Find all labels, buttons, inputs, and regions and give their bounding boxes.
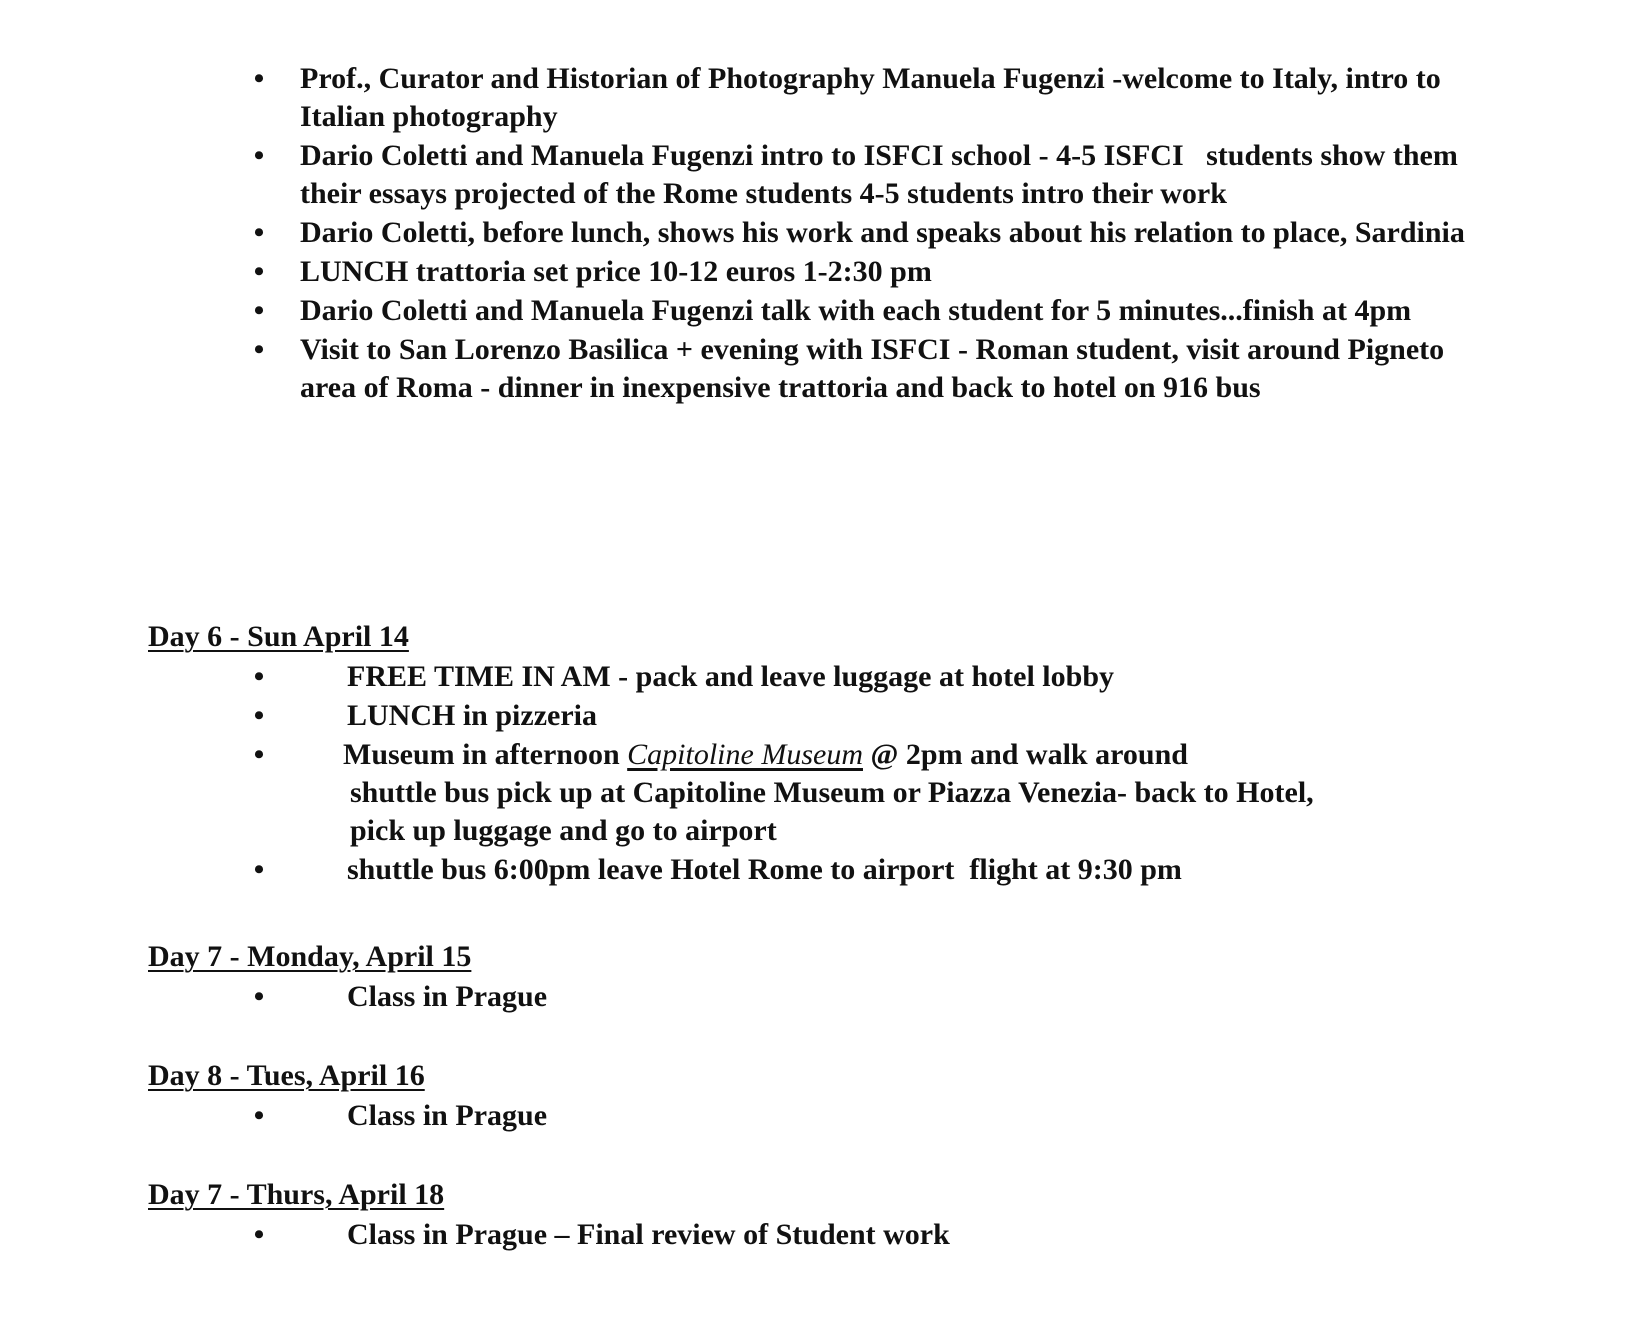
- list-item-continuation: pick up luggage and go to airport: [350, 814, 777, 847]
- list-item-text: Class in Prague: [347, 980, 548, 1013]
- list-item-text: Prof., Curator and Historian of Photography Manuela Fugenzi -welcome to Italy, intro to Italian photography: [300, 62, 1441, 133]
- list-item: [0, 60, 1650, 136]
- bullet-icon: •: [253, 1099, 265, 1132]
- list-item-text: FREE TIME IN AM - pack and leave luggage at hotel lobby: [347, 660, 1115, 693]
- day7-list: [0, 978, 1650, 1016]
- bullet-icon: •: [253, 216, 265, 249]
- bullet-icon: •: [253, 853, 265, 886]
- bullet-icon: •: [253, 738, 265, 771]
- list-item-text: Dario Coletti and Manuela Fugenzi intro to ISFCI school - 4-5 ISFCI students show them their essays projected of the Rome students 4-5 students intro their work: [300, 139, 1466, 210]
- list-item: [0, 697, 1650, 735]
- list-item: [0, 658, 1650, 696]
- list-item-text: LUNCH in pizzeria: [347, 699, 597, 732]
- list-item: [0, 137, 1650, 213]
- list-item: [0, 736, 1650, 850]
- list-item-text: LUNCH trattoria set price 10-12 euros 1-2:30 pm: [300, 255, 932, 288]
- list-item: [0, 292, 1650, 330]
- list-item-text: Visit to San Lorenzo Basilica + evening with ISFCI - Roman student, visit around Pigneto area of Roma - dinner in inexpensive trattoria and back to hotel on 916 bus: [300, 333, 1445, 404]
- list-item: [0, 978, 1650, 1016]
- day7-heading: Day 7 - Monday, April 15: [148, 940, 472, 973]
- bullet-icon: •: [253, 980, 265, 1013]
- list-item-text: Class in Prague: [347, 1099, 548, 1132]
- session-list: [0, 60, 1650, 407]
- day7-thurs-heading: Day 7 - Thurs, April 18: [148, 1178, 445, 1211]
- list-item: [0, 253, 1650, 291]
- list-item: [0, 214, 1650, 252]
- day7-thurs-list: [0, 1216, 1650, 1254]
- list-item-text: [343, 736, 1473, 774]
- day6-heading: Day 6 - Sun April 14: [148, 620, 409, 653]
- museum-text-before: Museum in afternoon: [343, 738, 628, 771]
- bullet-icon: •: [253, 1218, 265, 1251]
- bullet-icon: •: [253, 660, 265, 693]
- list-item-text: Dario Coletti and Manuela Fugenzi talk with each student for 5 minutes...finish at 4pm: [300, 294, 1412, 327]
- list-item-text: Class in Prague – Final review of Student work: [347, 1218, 950, 1251]
- capitoline-museum-link[interactable]: Capitoline Museum: [627, 738, 863, 771]
- list-item: [0, 1097, 1650, 1135]
- museum-text-after: @ 2pm and walk around: [862, 738, 1188, 771]
- bullet-icon: •: [253, 255, 265, 288]
- day6-list: [0, 658, 1650, 889]
- list-item-continuation: shuttle bus pick up at Capitoline Museum or Piazza Venezia- back to Hotel,: [350, 776, 1314, 809]
- list-item: [0, 851, 1650, 889]
- bullet-icon: •: [253, 699, 265, 732]
- bullet-icon: •: [253, 333, 265, 366]
- day8-heading: Day 8 - Tues, April 16: [148, 1059, 425, 1092]
- bullet-icon: •: [253, 139, 265, 172]
- list-item-text: shuttle bus 6:00pm leave Hotel Rome to airport flight at 9:30 pm: [347, 853, 1182, 886]
- day8-list: [0, 1097, 1650, 1135]
- list-item-text: Dario Coletti, before lunch, shows his work and speaks about his relation to place, Sardinia: [300, 216, 1465, 249]
- bullet-icon: •: [253, 294, 265, 327]
- list-item: [0, 1216, 1650, 1254]
- list-item: [0, 331, 1650, 407]
- bullet-icon: •: [253, 62, 265, 95]
